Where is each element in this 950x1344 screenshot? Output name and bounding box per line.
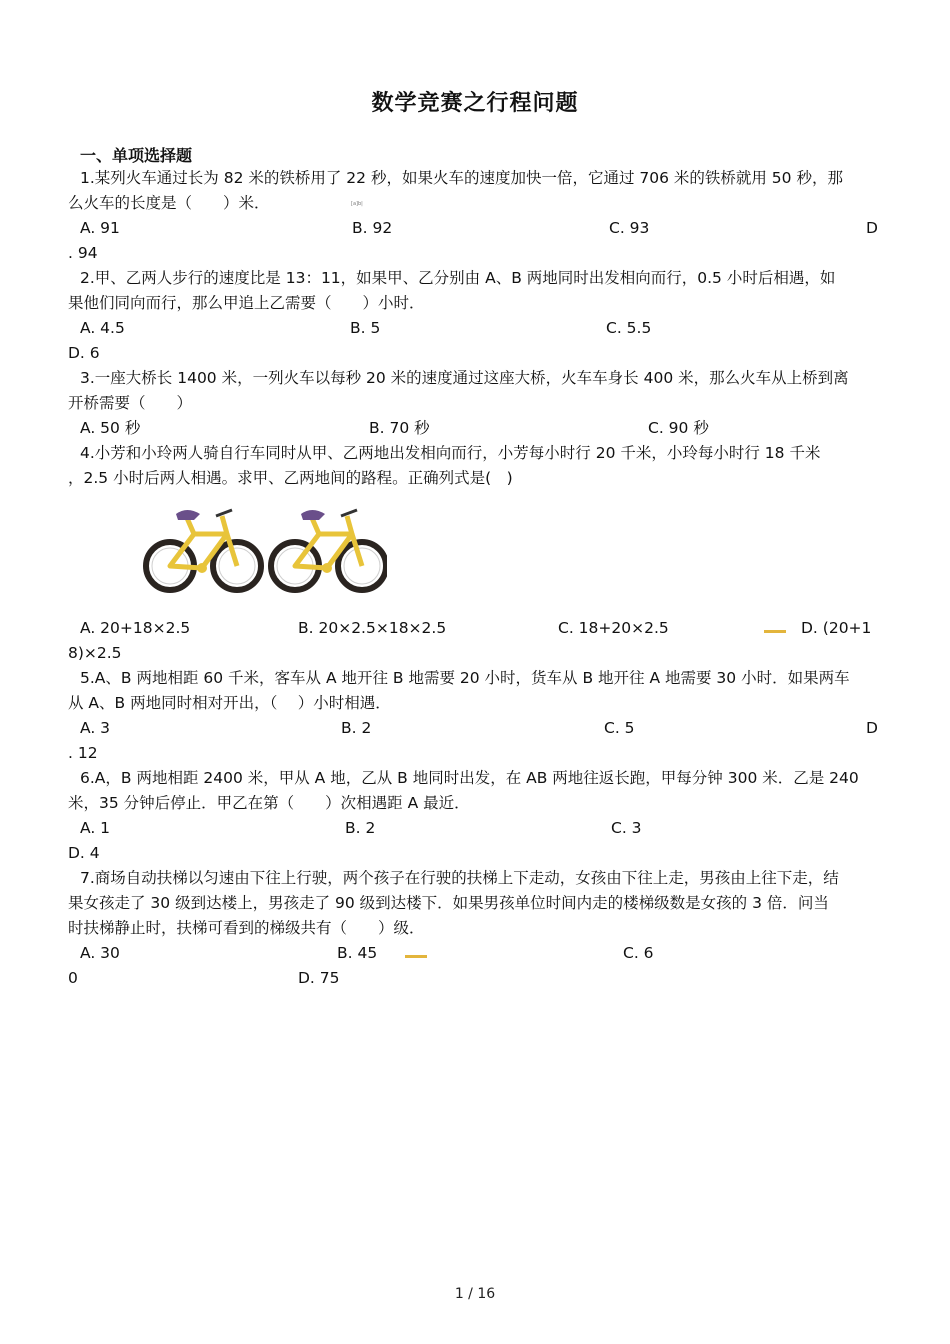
page-number: 1 / 16 [454,1286,496,1302]
section-heading: 一、单项选择题 [80,146,193,165]
q2-option-d: D. 6 [68,344,100,362]
q7-option-d: D. 75 [298,969,340,987]
q4-option-a: A. 20+18×2.5 [80,619,191,637]
page-title: 数学竞赛之行程问题 [371,91,579,116]
q2-option-a: A. 4.5 [80,319,125,337]
q6-option-b: B. 2 [345,819,376,837]
bicycle-icon [146,510,261,590]
question-6-line-2: 米，35 分钟后停止．甲乙在第（ ）次相遇距 A 最近． [68,794,470,812]
bicycles-illustration [142,496,387,600]
q3-option-c: C. 90 秒 [648,419,709,437]
q7-option-a: A. 30 [80,944,120,962]
question-4-line-2: ，2.5 小时后两人相遇。求甲、乙两地间的路程。正确列式是( ) [68,469,513,487]
bicycle-icon [271,510,386,590]
q1-option-d-part-2: . 94 [68,244,98,262]
question-4-line-1: 4.小芳和小玲两人骑自行车同时从甲、乙两地出发相向而行，小芳每小时行 20 千米，小玲每小时行 18 千米 [80,444,821,462]
q5-option-b: B. 2 [341,719,372,737]
q1-option-b: B. 92 [352,219,393,237]
question-5-line-1: 5.A、B 两地相距 60 千米，客车从 A 地开往 B 地需要 20 小时，货车从 B 地开往 A 地需要 30 小时．如果两车 [80,669,850,687]
question-6-line-1: 6.A，B 两地相距 2400 米，甲从 A 地，乙从 B 地同时出发，在 AB 两地往返长跑，甲每分钟 300 米．乙是 240 [80,769,859,787]
q6-option-a: A. 1 [80,819,111,837]
question-2-line-1: 2.甲、乙两人步行的速度比是 13：11，如果甲、乙分别由 A、B 两地同时出发相向而行，0.5 小时后相遇，如 [80,269,836,287]
question-5-line-2: 从 A、B 两地同时相对开出，（ ）小时相遇． [68,694,391,712]
q4-option-c: C. 18+20×2.5 [558,619,669,637]
question-7-line-1: 7.商场自动扶梯以匀速由下往上行驶，两个孩子在行驶的扶梯上下走动，女孩由下往上走，男孩由上往下走，结 [80,869,839,887]
q4-option-d-part-1: D. (20+1 [801,619,872,637]
question-1-line-2: 么火车的长度是（ ）米． [68,194,270,212]
question-1-line-1: 1.某列火车通过长为 82 米的铁桥用了 22 秒，如果火车的速度加快一倍，它通过 706 米的铁桥就用 50 秒，那 [80,169,843,187]
q7-option-c-part-2: 0 [68,969,78,987]
highlight-dash [764,630,786,633]
q1-option-c: C. 93 [609,219,650,237]
highlight-dash [405,955,427,958]
question-1-artifact: [a]b| [351,201,363,207]
question-7-line-2: 果女孩走了 30 级到达楼上，男孩走了 90 级到达楼下．如果男孩单位时间内走的楼梯级数是女孩的 3 倍．问当 [68,894,829,912]
question-3-line-2: 开桥需要（ ） [68,394,193,412]
question-7-line-3: 时扶梯静止时，扶梯可看到的梯级共有（ ）级． [68,919,425,937]
q2-option-b: B. 5 [350,319,381,337]
q5-option-a: A. 3 [80,719,111,737]
q5-option-d-part-2: . 12 [68,744,98,762]
q5-option-c: C. 5 [604,719,635,737]
q7-option-b: B. 45 [337,944,378,962]
q6-option-d: D. 4 [68,844,100,862]
q1-option-a: A. 91 [80,219,120,237]
question-2-line-2: 果他们同向而行，那么甲追上乙需要（ ）小时． [68,294,425,312]
q2-option-c: C. 5.5 [606,319,652,337]
q4-option-b: B. 20×2.5×18×2.5 [298,619,447,637]
q6-option-c: C. 3 [611,819,642,837]
q3-option-a: A. 50 秒 [80,419,141,437]
q7-option-c-part-1: C. 6 [623,944,654,962]
q3-option-b: B. 70 秒 [369,419,430,437]
q5-option-d-part-1: D [866,719,878,737]
q1-option-d-part-1: D [866,219,878,237]
q4-option-d-part-2: 8)×2.5 [68,644,122,662]
question-3-line-1: 3.一座大桥长 1400 米，一列火车以每秒 20 米的速度通过这座大桥，火车车身长 400 米，那么火车从上桥到离 [80,369,849,387]
